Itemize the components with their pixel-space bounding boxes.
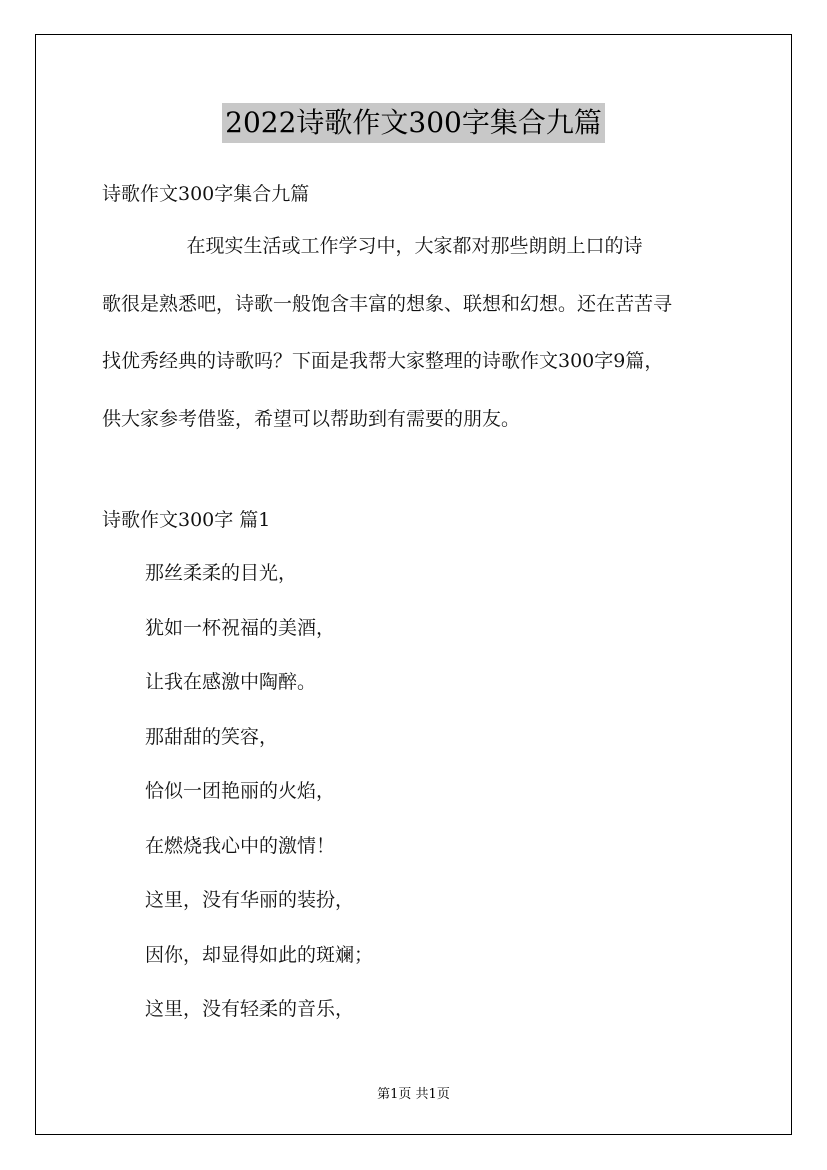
poem-line: 那丝柔柔的目光， <box>145 562 298 584</box>
poem-line: 犹如一杯祝福的美酒， <box>145 616 336 639</box>
poem-line: 让我在感激中陶醉。 <box>145 671 317 693</box>
poem-line: 在燃烧我心中的激情！ <box>145 834 336 857</box>
document-subtitle: 诗歌作文300字集合九篇 <box>102 183 310 205</box>
page-footer: 第1页 共1页 <box>377 1087 450 1102</box>
intro-paragraph <box>102 218 730 448</box>
poem-line: 这里，没有华丽的装扮， <box>145 889 355 911</box>
intro-line: 在现实生活或工作学习中，大家都对那些朗朗上口的诗 <box>102 235 643 257</box>
poem-line: 这里，没有轻柔的音乐， <box>145 998 355 1020</box>
title-container <box>0 103 827 143</box>
poem-line: 那甜甜的笑容， <box>145 725 279 748</box>
poem-line: 恰似一团艳丽的火焰， <box>145 780 336 802</box>
intro-line: 供大家参考借鉴，希望可以帮助到有需要的朋友。 <box>102 407 521 430</box>
poem-line: 因你，却显得如此的斑斓； <box>145 943 374 966</box>
intro-line: 找优秀经典的诗歌吗？下面是我帮大家整理的诗歌作文300字9篇， <box>102 350 664 372</box>
poem-body <box>145 560 373 1051</box>
intro-line: 歌很是熟悉吧，诗歌一般饱含丰富的想象、联想和幻想。还在苦苦寻 <box>102 292 673 315</box>
document-title: 2022诗歌作文300字集合九篇 <box>222 103 605 143</box>
section-heading: 诗歌作文300字 篇1 <box>102 509 271 531</box>
